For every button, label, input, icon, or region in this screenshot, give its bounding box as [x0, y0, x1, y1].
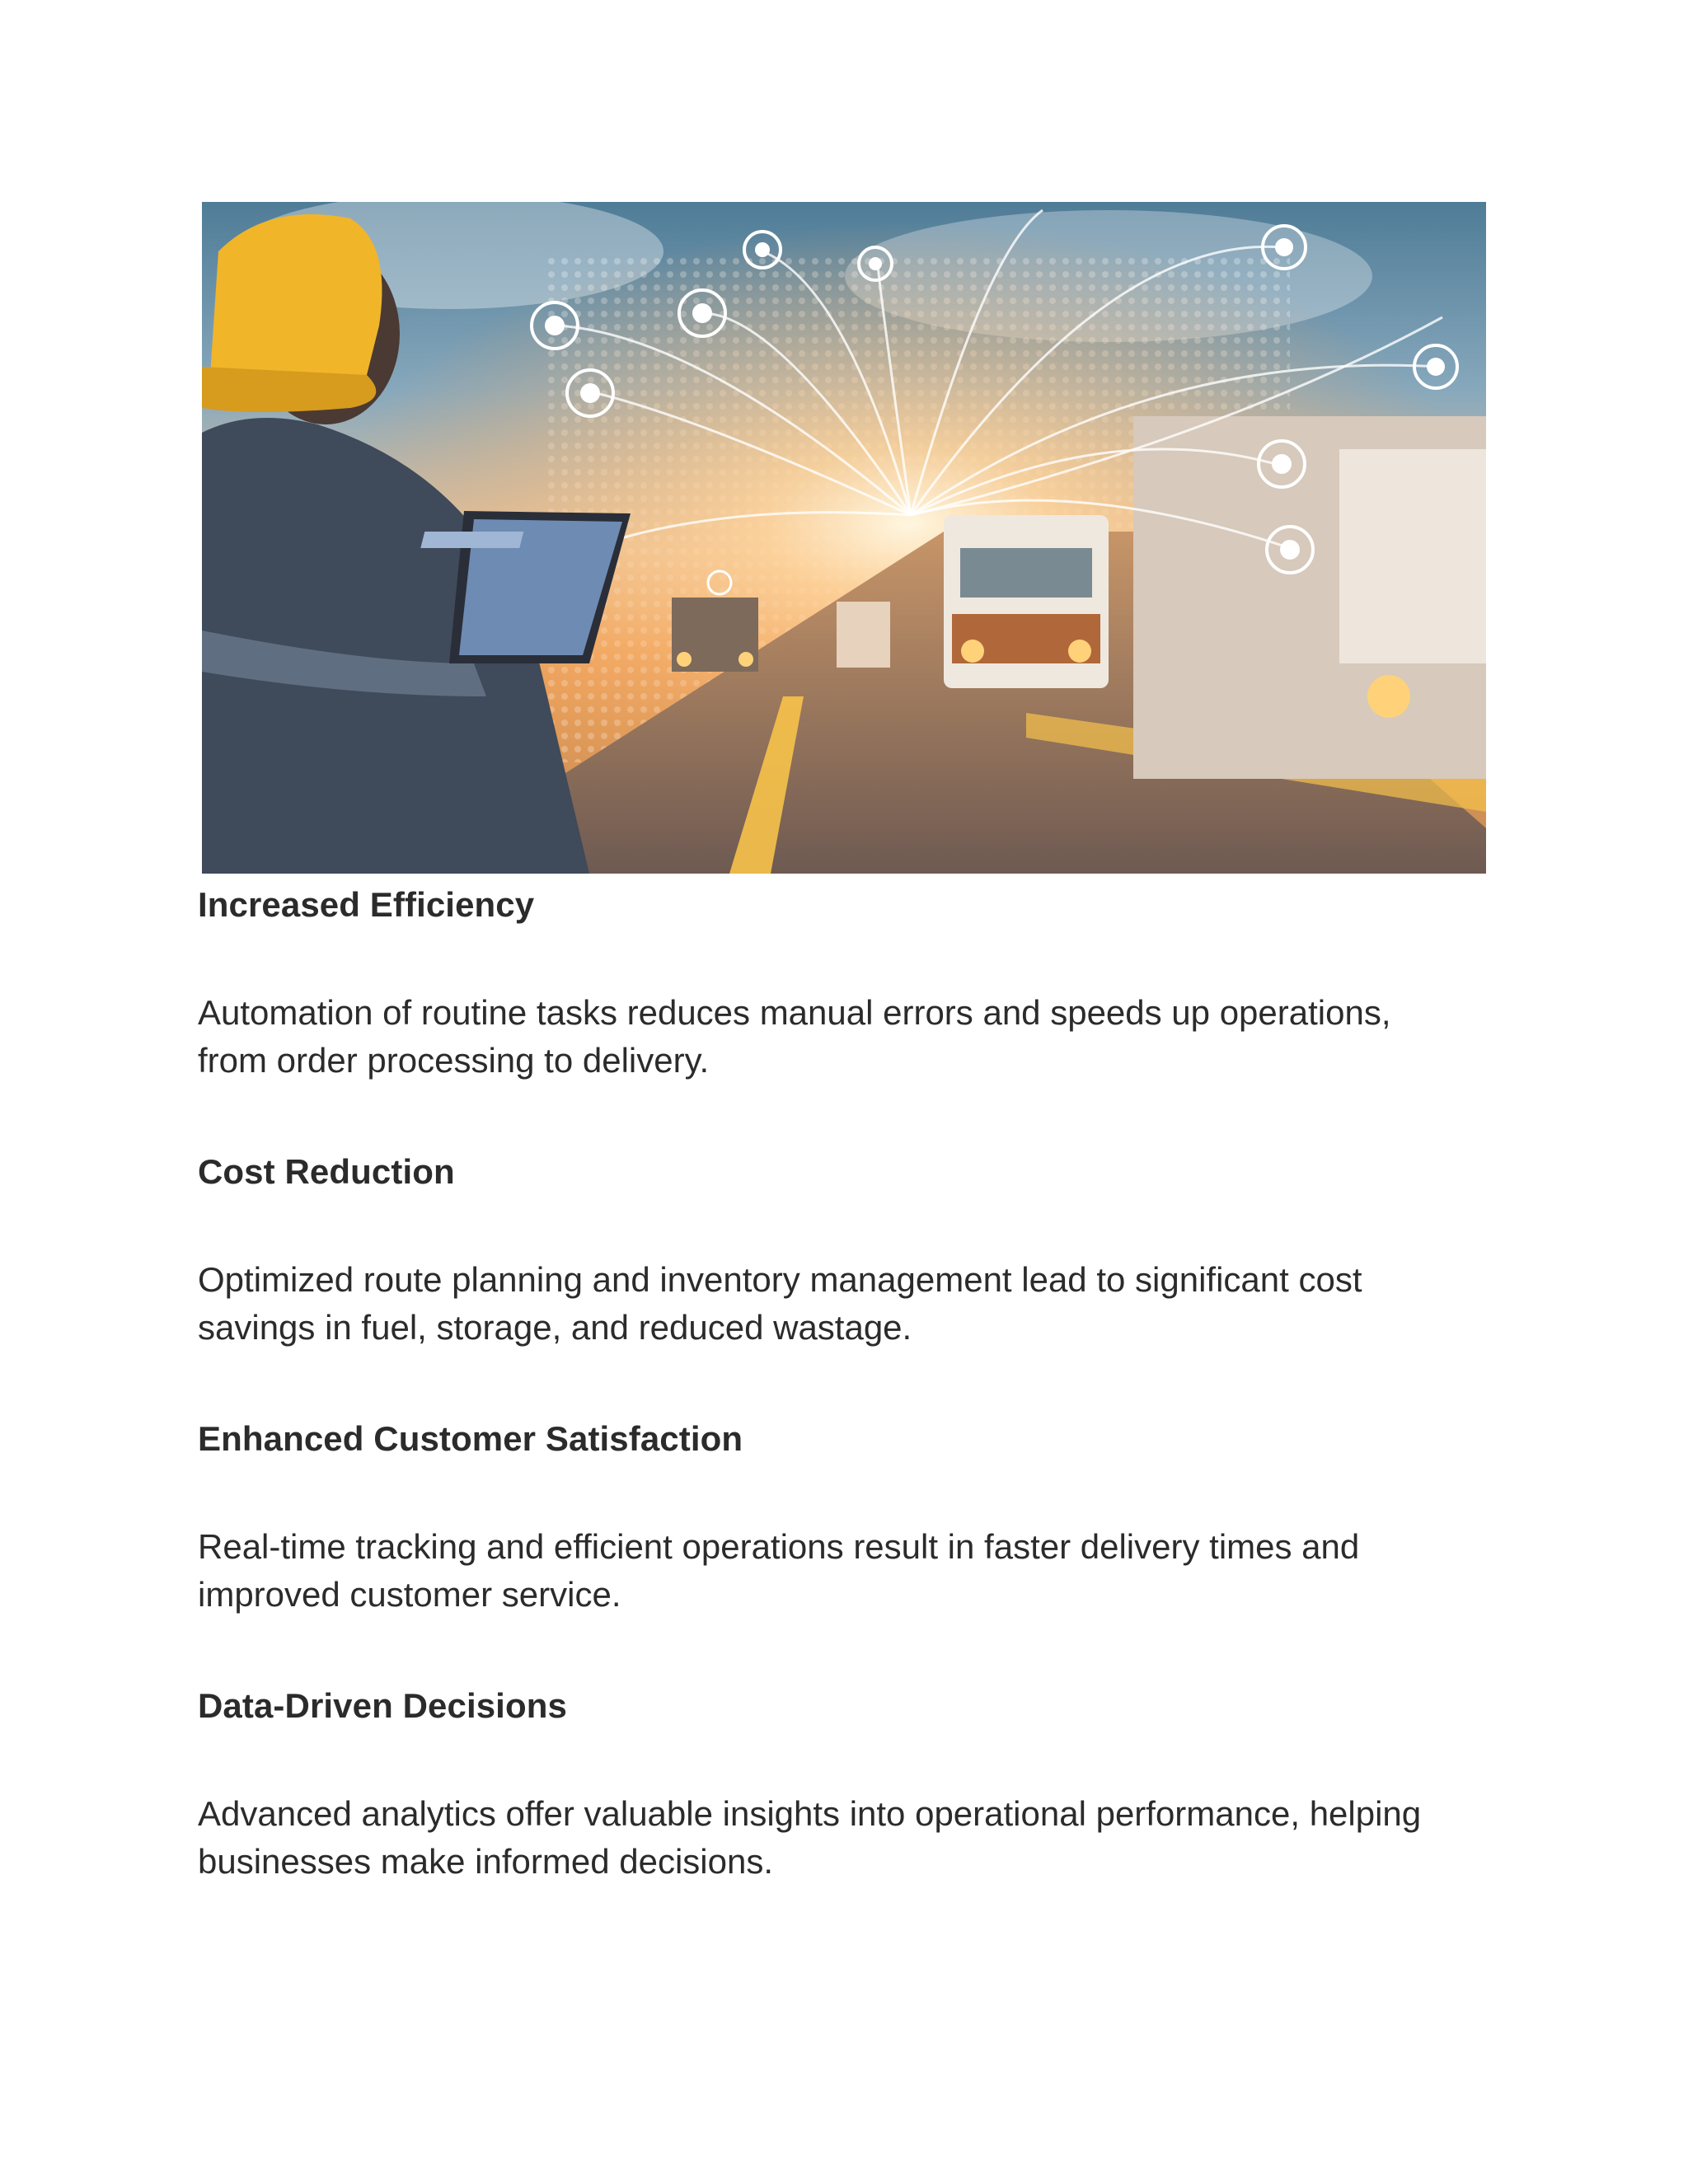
- section-body-line: Real-time tracking and efficient operations result in faster delivery times and: [198, 1527, 1360, 1566]
- section-body-line: from order processing to delivery.: [198, 1041, 710, 1080]
- section-body-line: savings in fuel, storage, and reduced wastage.: [198, 1308, 912, 1347]
- section-heading: Cost Reduction: [198, 1152, 455, 1191]
- section-heading: Enhanced Customer Satisfaction: [198, 1419, 743, 1458]
- section-body-line: Advanced analytics offer valuable insights into operational performance, helping: [198, 1794, 1422, 1833]
- section-heading: Increased Efficiency: [198, 885, 535, 924]
- section-body-line: Optimized route planning and inventory management lead to significant cost: [198, 1260, 1362, 1299]
- logistics-illustration: [202, 202, 1486, 874]
- section-heading: Data-Driven Decisions: [198, 1686, 567, 1725]
- section-body-line: Automation of routine tasks reduces manual errors and speeds up operations,: [198, 993, 1391, 1032]
- truck-icon: [672, 598, 758, 672]
- truck-icon: [944, 515, 1109, 688]
- truck-icon: [1133, 416, 1486, 779]
- section-body-line: improved customer service.: [198, 1575, 621, 1614]
- section-body-line: businesses make informed decisions.: [198, 1842, 774, 1881]
- truck-icon: [837, 602, 890, 668]
- hero-image: [202, 202, 1486, 874]
